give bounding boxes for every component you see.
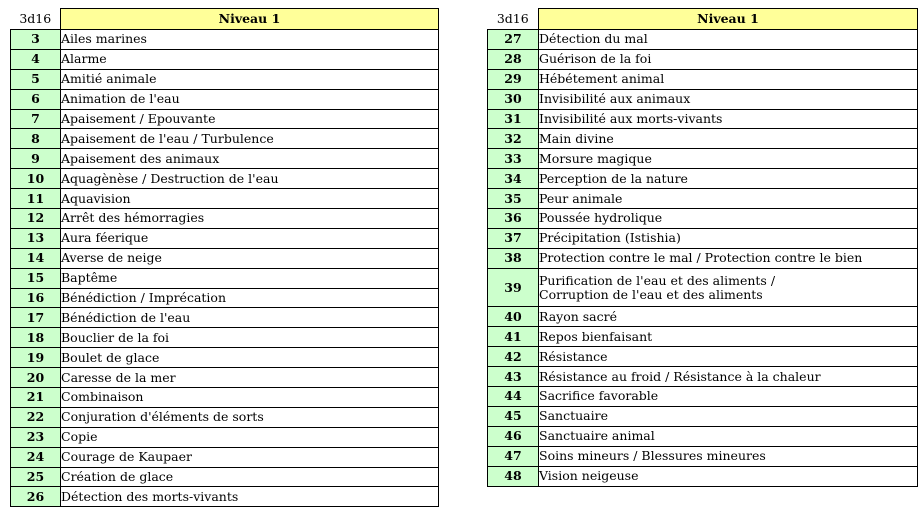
spell-name: Boulet de glace (61, 348, 439, 368)
table-row (11, 308, 439, 328)
table-row (11, 149, 439, 169)
table-row (488, 228, 918, 248)
roll-number: 3 (11, 30, 61, 50)
roll-number: 19 (11, 348, 61, 368)
table-row (488, 327, 918, 347)
roll-number: 24 (11, 447, 61, 467)
spell-name: Résistance au froid / Résistance à la chaleur (539, 367, 918, 387)
roll-number: 37 (488, 228, 539, 248)
spell-name: Amitié animale (61, 69, 439, 89)
spell-name: Perception de la nature (539, 169, 918, 189)
spell-name: Précipitation (Istishia) (539, 228, 918, 248)
spell-name: Sacrifice favorable (539, 387, 918, 407)
spell-list-left (11, 30, 439, 507)
roll-number: 44 (488, 387, 539, 407)
roll-number: 32 (488, 129, 539, 149)
table-row (11, 467, 439, 487)
roll-number: 30 (488, 89, 539, 109)
spell-list-right (488, 30, 918, 487)
table-row (11, 129, 439, 149)
table-row (488, 49, 918, 69)
table-row (11, 388, 439, 408)
roll-number: 21 (11, 388, 61, 408)
roll-number: 36 (488, 209, 539, 229)
roll-number: 26 (11, 487, 61, 507)
roll-number: 4 (11, 49, 61, 69)
spell-name: Alarme (61, 49, 439, 69)
table-row (11, 248, 439, 268)
roll-number: 48 (488, 466, 539, 486)
table-header-row (11, 9, 439, 30)
roll-number: 23 (11, 427, 61, 447)
table-row (488, 189, 918, 209)
table-row (11, 407, 439, 427)
roll-number: 14 (11, 248, 61, 268)
spell-name: Apaisement des animaux (61, 149, 439, 169)
spell-name: Poussée hydrolique (539, 209, 918, 229)
roll-number: 34 (488, 169, 539, 189)
spell-name: Baptême (61, 268, 439, 288)
table-row (11, 189, 439, 209)
spell-name (539, 268, 918, 307)
spell-name: Arrêt des hémorragies (61, 209, 439, 229)
table-row (11, 348, 439, 368)
table-row (488, 307, 918, 327)
roll-number: 27 (488, 30, 539, 50)
spell-table-left (10, 8, 439, 507)
table-row (488, 446, 918, 466)
table-row (11, 169, 439, 189)
table-row (11, 427, 439, 447)
level-column-header: Niveau 1 (539, 9, 918, 30)
spell-name: Main divine (539, 129, 918, 149)
spell-name: Bouclier de la foi (61, 328, 439, 348)
table-row (11, 268, 439, 288)
spell-name: Résistance (539, 347, 918, 367)
spell-name: Invisibilité aux morts-vivants (539, 109, 918, 129)
roll-number: 12 (11, 209, 61, 229)
spell-name: Protection contre le mal / Protection contre le bien (539, 248, 918, 268)
roll-number: 45 (488, 406, 539, 426)
spell-name: Combinaison (61, 388, 439, 408)
spell-name-line: Corruption de l'eau et des aliments (539, 286, 763, 302)
spell-name: Apaisement de l'eau / Turbulence (61, 129, 439, 149)
spell-name: Animation de l'eau (61, 89, 439, 109)
table-row (11, 447, 439, 467)
roll-number: 11 (11, 189, 61, 209)
table-row (488, 149, 918, 169)
spell-name: Courage de Kaupaer (61, 447, 439, 467)
spell-name: Hébétement animal (539, 69, 918, 89)
roll-number: 5 (11, 69, 61, 89)
spell-name: Détection des morts-vivants (61, 487, 439, 507)
table-row (11, 368, 439, 388)
roll-number: 47 (488, 446, 539, 466)
table-row (11, 209, 439, 229)
table-row (488, 426, 918, 446)
table-row (11, 69, 439, 89)
table-row (488, 466, 918, 486)
spell-name: Copie (61, 427, 439, 447)
table-row (488, 406, 918, 426)
table-row (11, 288, 439, 308)
spell-name: Sanctuaire animal (539, 426, 918, 446)
table-row (488, 69, 918, 89)
dice-column-header: 3d16 (488, 9, 539, 30)
spell-name: Invisibilité aux animaux (539, 89, 918, 109)
spell-name: Averse de neige (61, 248, 439, 268)
level-column-header: Niveau 1 (61, 9, 439, 30)
roll-number: 29 (488, 69, 539, 89)
table-row (488, 30, 918, 50)
table-row (11, 328, 439, 348)
table-row (488, 109, 918, 129)
spell-name: Guérison de la foi (539, 49, 918, 69)
spell-name: Bénédiction de l'eau (61, 308, 439, 328)
roll-number: 15 (11, 268, 61, 288)
spell-table-right (487, 8, 918, 487)
table-row (11, 89, 439, 109)
roll-number: 6 (11, 89, 61, 109)
spell-name: Soins mineurs / Blessures mineures (539, 446, 918, 466)
spell-name: Caresse de la mer (61, 368, 439, 388)
spell-name: Création de glace (61, 467, 439, 487)
spell-name: Sanctuaire (539, 406, 918, 426)
roll-number: 43 (488, 367, 539, 387)
roll-number: 39 (488, 268, 539, 307)
roll-number: 7 (11, 109, 61, 129)
roll-number: 9 (11, 149, 61, 169)
spell-name: Peur animale (539, 189, 918, 209)
table-row (11, 487, 439, 507)
spell-name: Vision neigeuse (539, 466, 918, 486)
table-row (488, 347, 918, 367)
table-row (11, 109, 439, 129)
spell-name: Détection du mal (539, 30, 918, 50)
table-row (488, 129, 918, 149)
roll-number: 18 (11, 328, 61, 348)
roll-number: 10 (11, 169, 61, 189)
table-row (11, 49, 439, 69)
dice-column-header: 3d16 (11, 9, 61, 30)
table-row (488, 169, 918, 189)
roll-number: 28 (488, 49, 539, 69)
table-row (488, 367, 918, 387)
roll-number: 8 (11, 129, 61, 149)
roll-number: 40 (488, 307, 539, 327)
spell-name: Aquagènèse / Destruction de l'eau (61, 169, 439, 189)
roll-number: 41 (488, 327, 539, 347)
spell-name: Apaisement / Epouvante (61, 109, 439, 129)
spell-name: Conjuration d'éléments de sorts (61, 407, 439, 427)
roll-number: 42 (488, 347, 539, 367)
spell-name: Morsure magique (539, 149, 918, 169)
table-row (488, 268, 918, 307)
roll-number: 13 (11, 228, 61, 248)
spell-name: Rayon sacré (539, 307, 918, 327)
spell-name: Ailes marines (61, 30, 439, 50)
table-header-row (488, 9, 918, 30)
roll-number: 20 (11, 368, 61, 388)
table-row (488, 387, 918, 407)
roll-number: 31 (488, 109, 539, 129)
roll-number: 38 (488, 248, 539, 268)
spell-name: Aquavision (61, 189, 439, 209)
table-row (488, 89, 918, 109)
roll-number: 22 (11, 407, 61, 427)
spell-name-line: Purification de l'eau et des aliments / (539, 272, 776, 288)
spell-name: Repos bienfaisant (539, 327, 918, 347)
roll-number: 16 (11, 288, 61, 308)
spell-name: Aura féerique (61, 228, 439, 248)
roll-number: 35 (488, 189, 539, 209)
roll-number: 17 (11, 308, 61, 328)
table-row (11, 30, 439, 50)
roll-number: 46 (488, 426, 539, 446)
roll-number: 33 (488, 149, 539, 169)
roll-number: 25 (11, 467, 61, 487)
table-row (11, 228, 439, 248)
table-row (488, 209, 918, 229)
spell-name: Bénédiction / Imprécation (61, 288, 439, 308)
table-row (488, 248, 918, 268)
